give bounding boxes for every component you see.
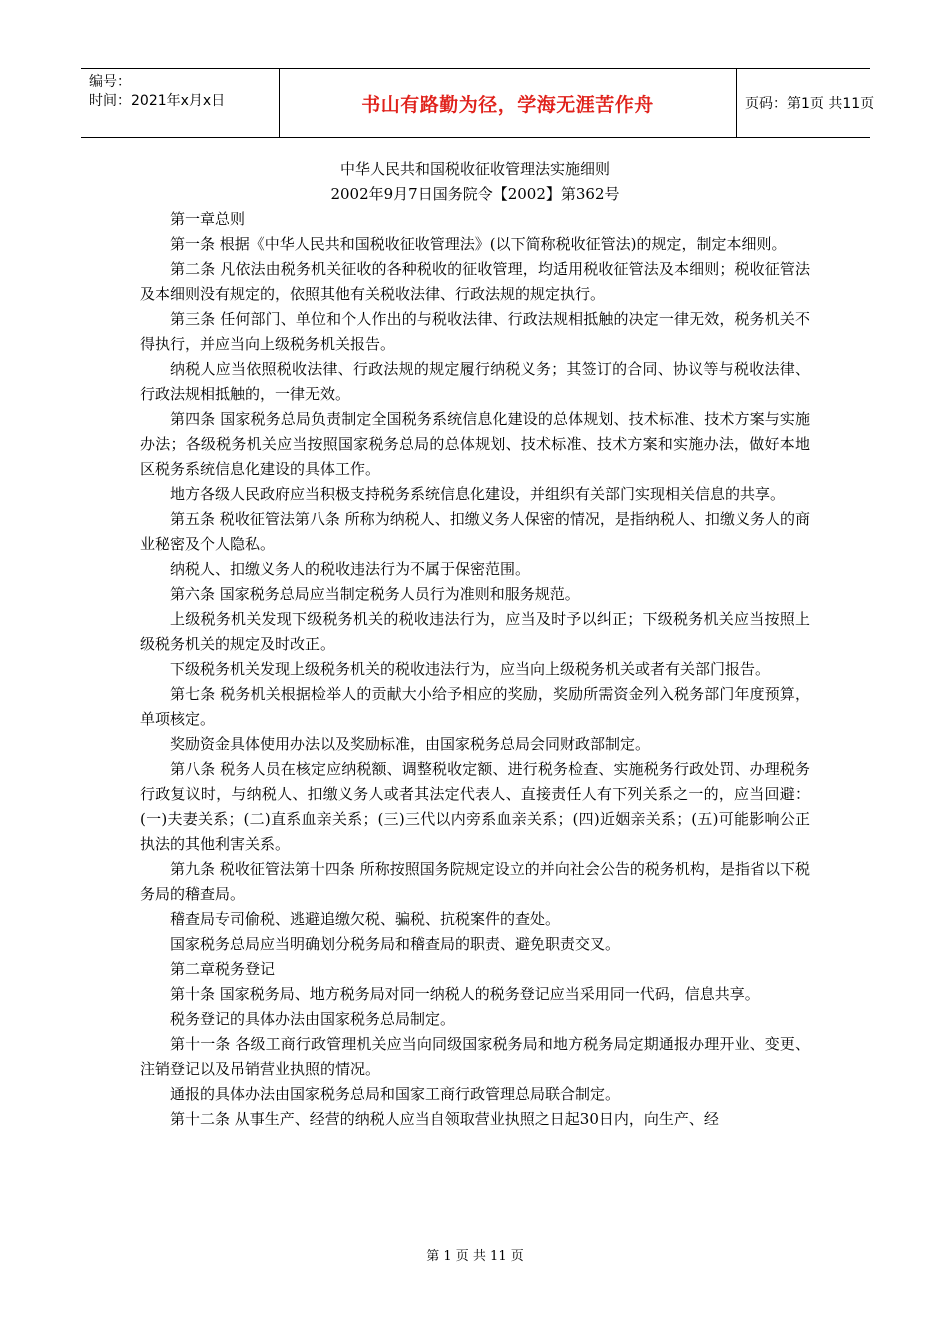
document-number-label: 编号： xyxy=(89,74,131,90)
paragraph: 上级税务机关发现下级税务机关的税收违法行为，应当及时予以纠正；下级税务机关应当按照上级税务机关的规定及时改正。 xyxy=(140,610,810,653)
header-page-number: 页码：第1页 共11页 xyxy=(745,96,875,112)
document-subtitle: 2002年9月7日国务院令【2002】第362号 xyxy=(330,185,620,203)
paragraph-list xyxy=(140,207,810,1132)
header-motto: 书山有路勤为径，学海无涯苦作舟 xyxy=(361,93,654,116)
paragraph: 第一条 根据《中华人民共和国税收征收管理法》(以下简称税收征管法)的规定，制定本细则。 xyxy=(170,235,787,253)
page-footer: 第 1 页 共 11 页 xyxy=(426,1249,524,1264)
paragraph: 第一章总则 xyxy=(170,210,246,228)
paragraph: 第十二条 从事生产、经营的纳税人应当自领取营业执照之日起30日内，向生产、经 xyxy=(170,1110,719,1128)
paragraph: 国家税务总局应当明确划分税务局和稽查局的职责、避免职责交叉。 xyxy=(170,935,621,953)
paragraph: 奖励资金具体使用办法以及奖励标准，由国家税务总局会同财政部制定。 xyxy=(170,735,651,753)
paragraph: 第七条 税务机关根据检举人的贡献大小给予相应的奖励，奖励所需资金列入税务部门年度预算，单项核定。 xyxy=(140,685,810,728)
document-body xyxy=(140,157,810,1132)
paragraph: 纳税人、扣缴义务人的税收违法行为不属于保密范围。 xyxy=(170,560,531,578)
paragraph: 第四条 国家税务总局负责制定全国税务系统信息化建设的总体规划、技术标准、技术方案与实施办法；各级税务机关应当按照国家税务总局的总体规划、技术标准、技术方案和实施办法，做好本地区税务系统信息化建设的具体工作。 xyxy=(140,410,810,478)
paragraph: 第二条 凡依法由税务机关征收的各种税收的征收管理，均适用税收征管法及本细则；税收征管法及本细则没有规定的，依照其他有关税收法律、行政法规的规定执行。 xyxy=(140,260,810,303)
paragraph: 第六条 国家税务总局应当制定税务人员行为准则和服务规范。 xyxy=(170,585,580,603)
document-date-label: 时间：2021年x月x日 xyxy=(89,93,226,109)
paragraph: 第十条 国家税务局、地方税务局对同一纳税人的税务登记应当采用同一代码，信息共享。 xyxy=(170,985,760,1003)
paragraph: 第十一条 各级工商行政管理机关应当向同级国家税务局和地方税务局定期通报办理开业、变更、注销登记以及吊销营业执照的情况。 xyxy=(140,1035,810,1078)
document-header xyxy=(81,68,875,138)
paragraph: 第三条 任何部门、单位和个人作出的与税收法律、行政法规相抵触的决定一律无效，税务机关不得执行，并应当向上级税务机关报告。 xyxy=(140,310,810,353)
paragraph: 稽查局专司偷税、逃避追缴欠税、骗税、抗税案件的查处。 xyxy=(170,910,561,928)
paragraph: 第八条 税务人员在核定应纳税额、调整税收定额、进行税务检查、实施税务行政处罚、办理税务行政复议时，与纳税人、扣缴义务人或者其法定代表人、直接责任人有下列关系之一的，应当回避：(一)夫妻关系；(二)直系血亲关系；(三)三代以内旁系血亲关系；(四)近姻亲关系；(五)可能影响公正执法的其他利害关系。 xyxy=(140,760,810,853)
paragraph: 下级税务机关发现上级税务机关的税收违法行为，应当向上级税务机关或者有关部门报告。 xyxy=(170,660,771,678)
document-title: 中华人民共和国税收征收管理法实施细则 xyxy=(339,160,610,178)
header-meta-cell xyxy=(81,69,280,137)
paragraph: 第二章税务登记 xyxy=(170,960,276,978)
header-motto-cell xyxy=(279,69,737,137)
paragraph: 税务登记的具体办法由国家税务总局制定。 xyxy=(170,1010,456,1028)
paragraph: 第九条 税收征管法第十四条 所称按照国务院规定设立的并向社会公告的税务机构，是指省以下税务局的稽查局。 xyxy=(140,860,810,903)
header-page-cell xyxy=(737,69,875,137)
paragraph: 第五条 税收征管法第八条 所称为纳税人、扣缴义务人保密的情况，是指纳税人、扣缴义务人的商业秘密及个人隐私。 xyxy=(140,510,810,553)
paragraph: 通报的具体办法由国家税务总局和国家工商行政管理总局联合制定。 xyxy=(170,1085,621,1103)
paragraph: 纳税人应当依照税收法律、行政法规的规定履行纳税义务；其签订的合同、协议等与税收法律、行政法规相抵触的，一律无效。 xyxy=(140,360,810,403)
paragraph: 地方各级人民政府应当积极支持税务系统信息化建设，并组织有关部门实现相关信息的共享。 xyxy=(170,485,786,503)
